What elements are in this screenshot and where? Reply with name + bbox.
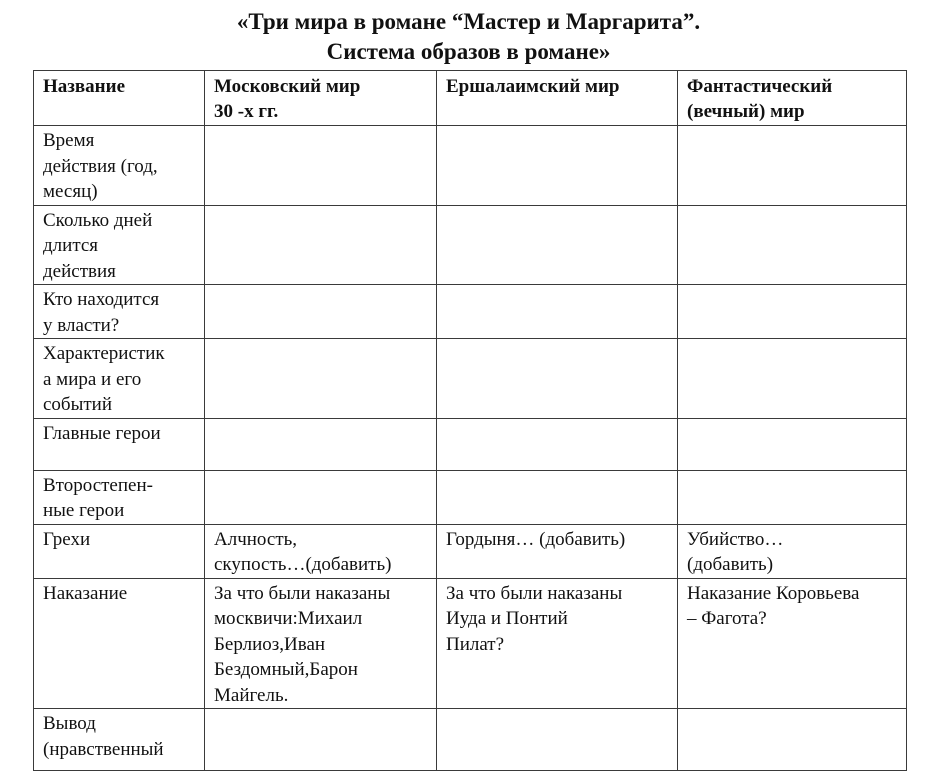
cell-line: ные герои [43, 500, 125, 521]
cell-line: Второстепен- [43, 474, 153, 496]
fantastic-world-cell [678, 126, 907, 206]
cell-line: Наказание Коровьева [687, 582, 860, 604]
yershalaim-world-cell [437, 339, 678, 419]
moscow-world-cell [205, 205, 437, 285]
page-title-line-1: «Три мира в романе “Мастер и Маргарита”. [236, 9, 701, 34]
table-row [34, 126, 907, 206]
fantastic-world-cell [678, 205, 907, 285]
row-label-cell [34, 578, 205, 709]
cell-line: – Фагота? [687, 608, 767, 629]
row-label-cell [34, 470, 205, 524]
moscow-world-cell [205, 339, 437, 419]
cell-line: действия (год, [43, 155, 158, 177]
yershalaim-world-cell [437, 709, 678, 771]
cell-line: (добавить) [687, 554, 774, 575]
header-moscow-world [205, 71, 437, 126]
cell-line: Ершалаимский мир [446, 76, 620, 97]
cell-line: Иуда и Понтий [446, 608, 568, 629]
table-row [34, 339, 907, 419]
fantastic-world-cell [678, 470, 907, 524]
cell-line: Название [43, 76, 126, 97]
cell-line: скупость…(добавить) [214, 554, 392, 575]
moscow-world-cell [205, 126, 437, 206]
row-label-cell [34, 418, 205, 470]
table-row [34, 418, 907, 470]
cell-line: Характеристик [43, 343, 165, 364]
header-yershalaim-world [437, 71, 678, 126]
worlds-table [33, 70, 907, 771]
page-title-line-2: Система образов в романе» [326, 39, 611, 64]
cell-line: За что были наказаны [214, 582, 391, 604]
cell-line: Вывод [43, 713, 96, 734]
table-row [34, 285, 907, 339]
moscow-world-cell [205, 470, 437, 524]
table-row [34, 578, 907, 709]
cell-line: Московский мир [214, 76, 361, 97]
row-label-cell [34, 524, 205, 578]
cell-line: длится [43, 235, 99, 256]
fantastic-world-cell [678, 285, 907, 339]
cell-line: действия [43, 260, 116, 282]
header-name [34, 71, 205, 126]
fantastic-world-cell [678, 709, 907, 771]
cell-line: у власти? [43, 314, 120, 336]
cell-line: 30 -х гг. [214, 101, 279, 122]
cell-line: москвичи:Михаил [214, 608, 363, 629]
cell-line: Берлиоз,Иван [214, 633, 326, 655]
row-label-cell [34, 205, 205, 285]
yershalaim-world-cell [437, 126, 678, 206]
yershalaim-world-cell [437, 285, 678, 339]
yershalaim-world-cell [437, 578, 678, 709]
moscow-world-cell [205, 709, 437, 771]
yershalaim-world-cell [437, 470, 678, 524]
cell-line: Наказание [43, 582, 128, 604]
cell-line: Бездомный,Барон [214, 659, 358, 680]
yershalaim-world-cell [437, 524, 678, 578]
table-row [34, 709, 907, 771]
cell-line: Грехи [43, 528, 91, 550]
row-label-cell [34, 709, 205, 771]
cell-line: (вечный) мир [687, 101, 805, 122]
cell-line: (нравственный [43, 738, 164, 760]
cell-line: Фантастический [687, 76, 833, 97]
fantastic-world-cell [678, 524, 907, 578]
cell-line: Кто находится [43, 289, 160, 310]
fantastic-world-cell [678, 578, 907, 709]
header-row [34, 71, 907, 126]
cell-line: а мира и его [43, 368, 142, 390]
moscow-world-cell [205, 418, 437, 470]
yershalaim-world-cell [437, 418, 678, 470]
cell-line: Пилат? [446, 633, 505, 655]
fantastic-world-cell [678, 418, 907, 470]
header-fantastic-world [678, 71, 907, 126]
moscow-world-cell [205, 524, 437, 578]
cell-line: Алчность, [214, 528, 298, 550]
cell-line: Майгель. [214, 684, 289, 706]
cell-line: Время [43, 130, 95, 151]
moscow-world-cell [205, 578, 437, 709]
cell-line: событий [43, 394, 113, 415]
cell-line: За что были наказаны [446, 582, 623, 604]
yershalaim-world-cell [437, 205, 678, 285]
cell-line: месяц) [43, 181, 98, 202]
cell-line: Убийство… [687, 528, 784, 550]
moscow-world-cell [205, 285, 437, 339]
row-label-cell [34, 285, 205, 339]
cell-line: Главные герои [43, 422, 161, 444]
cell-line: Гордыня… (добавить) [446, 528, 626, 550]
table-row [34, 524, 907, 578]
table-row [34, 205, 907, 285]
table-row [34, 470, 907, 524]
cell-line: Сколько дней [43, 209, 153, 231]
row-label-cell [34, 126, 205, 206]
fantastic-world-cell [678, 339, 907, 419]
row-label-cell [34, 339, 205, 419]
